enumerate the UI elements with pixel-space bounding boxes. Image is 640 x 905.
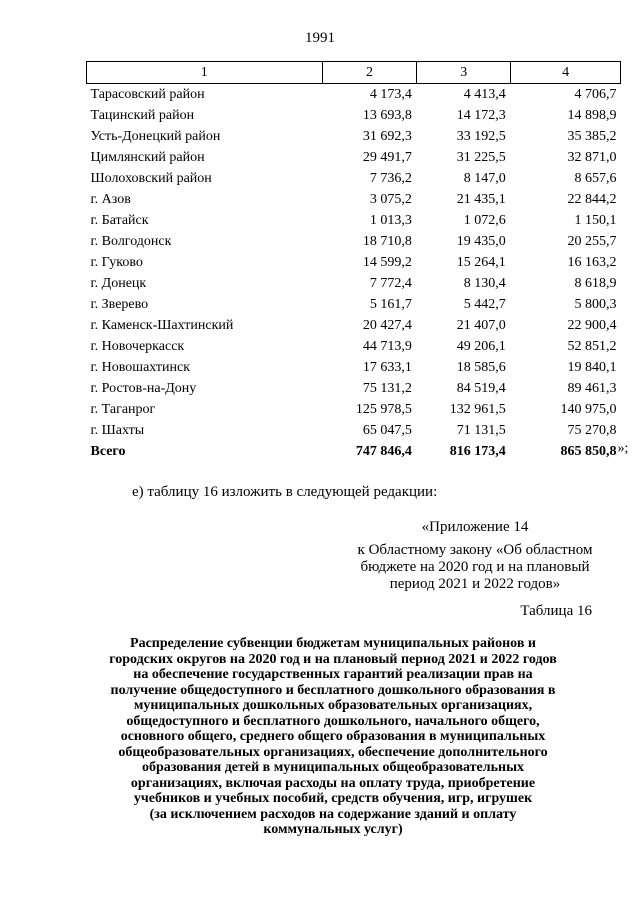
table-row <box>87 105 621 126</box>
total-2022 <box>511 441 629 462</box>
table-row <box>87 294 621 315</box>
value-2021-cell: 49 206,1 <box>456 338 506 354</box>
value-2020-cell: 44 713,9 <box>362 338 412 354</box>
table-row <box>87 84 621 106</box>
subvention-table <box>86 61 629 462</box>
value-2021-cell: 1 072,6 <box>463 212 506 228</box>
value-2022-cell: 140 975,0 <box>560 401 617 417</box>
column-header: 2 <box>322 62 417 84</box>
total-2022-value: 865 850,8 <box>560 443 617 459</box>
appendix-block <box>340 519 610 593</box>
value-2021-cell: 71 131,5 <box>456 422 506 438</box>
value-2021-cell: 8 130,4 <box>463 275 506 291</box>
table-row <box>87 420 621 441</box>
row-name-cell: г. Волгодонск <box>90 233 172 249</box>
total-label <box>87 441 323 462</box>
value-2022-cell: 14 898,9 <box>567 107 617 123</box>
heading-line: общедоступного и бесплатного дошкольного, начального общего, <box>126 713 540 729</box>
total-2020-value: 747 846,4 <box>355 443 412 459</box>
table-row <box>87 252 621 273</box>
table-header-row <box>87 62 621 84</box>
column-header: 1 <box>87 62 323 84</box>
row-name-cell: г. Гуково <box>90 254 143 270</box>
heading-line: коммунальных услуг) <box>263 822 403 837</box>
value-2020-cell: 125 978,5 <box>355 401 412 417</box>
heading-line: учебников и учебных пособий, средств обучения, игр, игрушек <box>133 791 533 806</box>
heading-line: основного общего, среднего общего образования в муниципальных <box>120 729 546 744</box>
row-name-cell: Тарасовский район <box>90 86 205 102</box>
row-name-cell: г. Батайск <box>90 212 149 228</box>
appendix-line: к Областному закону «Об областном <box>357 542 593 558</box>
row-name-cell: г. Таганрог <box>90 401 156 417</box>
row-name-cell: г. Шахты <box>90 422 145 438</box>
table-heading <box>78 636 588 838</box>
value-2021-cell: 21 407,0 <box>456 317 506 333</box>
total-row <box>87 441 621 462</box>
value-2021-cell: 21 435,1 <box>456 191 506 207</box>
appendix-line: период 2021 и 2022 годов» <box>389 576 561 592</box>
table-row <box>87 399 621 420</box>
page-number: 1991 <box>305 30 335 46</box>
table-row <box>87 273 621 294</box>
heading-line: образования детей в муниципальных общеобразовательных <box>141 760 525 775</box>
row-name-cell: г. Каменск-Шахтинский <box>90 317 234 333</box>
table-row <box>87 126 621 147</box>
value-2022-cell: 52 851,2 <box>567 338 617 354</box>
row-name-cell: г. Зверево <box>90 296 149 312</box>
value-2020-cell: 14 599,2 <box>362 254 412 270</box>
total-2021-value: 816 173,4 <box>449 443 506 459</box>
value-2022-cell: 8 618,9 <box>574 275 617 291</box>
table-row <box>87 147 621 168</box>
row-name-cell: Цимлянский район <box>90 149 205 165</box>
total-label-value: Всего <box>90 443 126 459</box>
table-row <box>87 315 621 336</box>
table-row <box>87 231 621 252</box>
value-2022-cell: 75 270,8 <box>567 422 617 438</box>
value-2020-cell: 1 013,3 <box>369 212 412 228</box>
value-2020-cell: 4 173,4 <box>369 86 412 102</box>
table-row <box>87 378 621 399</box>
value-2022-cell: 1 150,1 <box>574 212 617 228</box>
appendix-title: «Приложение 14 <box>421 519 529 535</box>
value-2021-cell: 18 585,6 <box>456 359 506 375</box>
row-name-cell: г. Ростов-на-Дону <box>90 380 197 396</box>
table-row <box>87 357 621 378</box>
value-2022-cell: 19 840,1 <box>567 359 617 375</box>
total-2021 <box>417 441 511 462</box>
total-2020 <box>322 441 417 462</box>
value-2021-cell: 4 413,4 <box>463 86 506 102</box>
value-2021-cell: 132 961,5 <box>449 401 506 417</box>
value-2020-cell: 29 491,7 <box>362 149 412 165</box>
value-2021-cell: 84 519,4 <box>456 380 506 396</box>
value-2021-cell: 8 147,0 <box>463 170 506 186</box>
heading-line: муниципальных дошкольных образовательных организациях, <box>133 698 533 713</box>
value-2022-cell: 35 385,2 <box>567 128 617 144</box>
value-2020-cell: 18 710,8 <box>362 233 412 249</box>
table-row <box>87 336 621 357</box>
row-name-cell: Усть-Донецкий район <box>90 128 221 144</box>
value-2020-cell: 75 131,2 <box>362 380 412 396</box>
value-2022-cell: 5 800,3 <box>574 296 617 312</box>
value-2021-cell: 19 435,0 <box>456 233 506 249</box>
value-2022-cell: 89 461,3 <box>567 380 617 396</box>
column-header: 4 <box>511 62 621 84</box>
closing-quote: »; <box>617 441 629 456</box>
row-name-cell: г. Новошахтинск <box>90 359 191 375</box>
row-name-cell: Тацинский район <box>90 107 195 123</box>
value-2022-cell: 16 163,2 <box>567 254 617 270</box>
row-name-cell: г. Азов <box>90 191 131 207</box>
value-2020-cell: 31 692,3 <box>362 128 412 144</box>
heading-line: получение общедоступного и бесплатного дошкольного образования в <box>110 682 556 698</box>
row-name-cell: Шолоховский район <box>90 170 212 186</box>
row-name-cell: г. Новочеркасск <box>90 338 185 354</box>
value-2020-cell: 17 633,1 <box>362 359 412 375</box>
instruction-text: е) таблицу 16 изложить в следующей редакции: <box>132 484 438 500</box>
heading-line: общеобразовательных организациях, обеспечение дополнительного <box>118 744 548 760</box>
heading-line: организациях, включая расходы на оплату труда, приобретение <box>130 775 536 791</box>
table-label: Таблица 16 <box>520 603 592 619</box>
table-body <box>87 84 629 463</box>
value-2022-cell: 32 871,0 <box>567 149 617 165</box>
value-2020-cell: 7 736,2 <box>369 170 412 186</box>
value-2021-cell: 33 192,5 <box>456 128 506 144</box>
value-2020-cell: 13 693,8 <box>362 107 412 123</box>
value-2022-cell: 4 706,7 <box>574 86 617 102</box>
value-2021-cell: 14 172,3 <box>456 107 506 123</box>
table-row <box>87 168 621 189</box>
value-2021-cell: 15 264,1 <box>456 254 506 270</box>
value-2022-cell: 20 255,7 <box>567 233 617 249</box>
appendix-line: бюджете на 2020 год и на плановый <box>360 559 590 575</box>
value-2021-cell: 31 225,5 <box>456 149 506 165</box>
value-2021-cell: 5 442,7 <box>463 296 506 312</box>
heading-line: (за исключением расходов на содержание зданий и оплату <box>149 806 517 822</box>
column-header: 3 <box>417 62 511 84</box>
value-2020-cell: 7 772,4 <box>369 275 412 291</box>
table-row <box>87 210 621 231</box>
value-2020-cell: 5 161,7 <box>369 296 412 312</box>
heading-line: городских округов на 2020 год и на плановый период 2021 и 2022 годов <box>109 651 557 667</box>
row-name-cell: г. Донецк <box>90 275 147 291</box>
value-2022-cell: 22 900,4 <box>567 317 617 333</box>
value-2020-cell: 65 047,5 <box>362 422 412 438</box>
value-2020-cell: 20 427,4 <box>362 317 412 333</box>
value-2022-cell: 8 657,6 <box>574 170 617 186</box>
value-2022-cell: 22 844,2 <box>567 191 617 207</box>
table-row <box>87 189 621 210</box>
heading-line: на обеспечение государственных гарантий реализации прав на <box>133 667 533 682</box>
value-2020-cell: 3 075,2 <box>369 191 412 207</box>
heading-line: Распределение субвенции бюджетам муниципальных районов и <box>130 636 536 651</box>
